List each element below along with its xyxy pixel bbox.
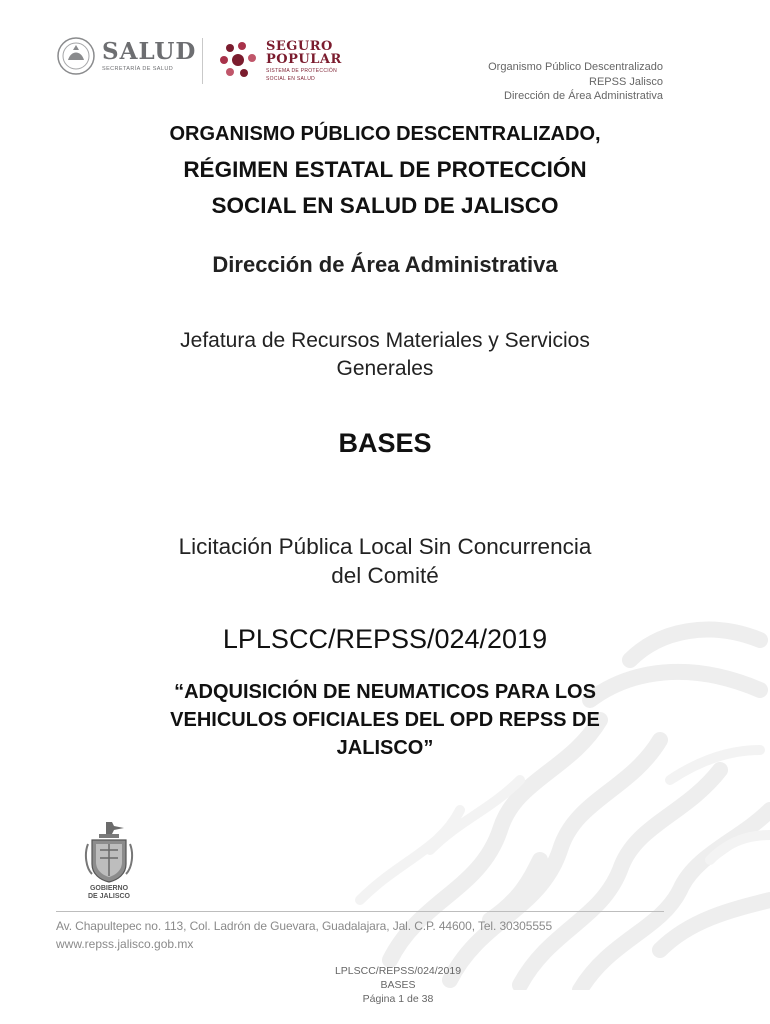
footer-website: www.repss.jalisco.gob.mx — [56, 937, 194, 951]
org-title-line2: RÉGIMEN ESTATAL DE PROTECCIÓN — [183, 157, 587, 182]
direccion-heading: Dirección de Área Administrativa — [212, 252, 558, 277]
gobierno-line1: GOBIERNO — [89, 885, 129, 892]
seguro-popular-logo — [218, 40, 342, 82]
licitacion-heading — [0, 532, 770, 590]
seguro-sub1: SISTEMA DE PROTECCIÓN — [266, 68, 338, 74]
seguro-line2: POPULAR — [266, 52, 342, 67]
jefatura-line1: Jefatura de Recursos Materiales y Servicios — [180, 329, 590, 352]
seguro-sub2: SOCIAL EN SALUD — [266, 76, 316, 82]
logo-divider — [202, 38, 203, 84]
licitacion-line2: del Comité — [331, 563, 439, 588]
seguro-popular-icon — [218, 40, 262, 80]
org-title-block — [0, 152, 770, 224]
header-line-3: Dirección de Área Administrativa — [504, 90, 663, 102]
acquisition-title-line3: JALISCO” — [336, 737, 434, 759]
jefatura-heading — [0, 327, 770, 383]
licitacion-line1: Licitación Pública Local Sin Concurrencia — [178, 534, 592, 559]
seguro-line1: SEGURO — [266, 39, 333, 54]
bases-heading: BASES — [338, 428, 432, 458]
salud-logo — [56, 36, 196, 76]
header-institution-info — [488, 60, 663, 104]
gobierno-line2: DE JALISCO — [87, 893, 130, 900]
page-number: Página 1 de 38 — [362, 993, 434, 1005]
jefatura-line2: Generales — [336, 357, 434, 380]
acquisition-title-line1: “ADQUISICIÓN DE NEUMATICOS PARA LOS — [174, 681, 596, 703]
jalisco-crest-icon — [84, 820, 134, 884]
org-title-line1: ORGANISMO PÚBLICO DESCENTRALIZADO, — [169, 123, 601, 145]
salud-name: SALUD — [102, 37, 197, 65]
org-title-line3: SOCIAL EN SALUD DE JALISCO — [211, 193, 559, 218]
footer-address: Av. Chapultepec no. 113, Col. Ladrón de Guevara, Guadalajara, Jal. C.P. 44600, Tel. 30305555 — [56, 919, 553, 933]
licitacion-code: LPLSCC/REPSS/024/2019 — [222, 624, 548, 654]
header-line-1: Organismo Público Descentralizado — [488, 61, 663, 73]
acquisition-title — [0, 678, 770, 762]
salud-subtitle: SECRETARÍA DE SALUD — [102, 65, 174, 72]
page-code: LPLSCC/REPSS/024/2019 — [334, 965, 462, 977]
footer-divider — [56, 911, 664, 912]
page-label: BASES — [380, 979, 416, 991]
header-line-2: REPSS Jalisco — [589, 75, 663, 88]
mexico-seal-icon — [56, 36, 96, 76]
gobierno-jalisco-label — [76, 885, 142, 901]
acquisition-title-line2: VEHICULOS OFICIALES DEL OPD REPSS DE — [170, 709, 600, 731]
